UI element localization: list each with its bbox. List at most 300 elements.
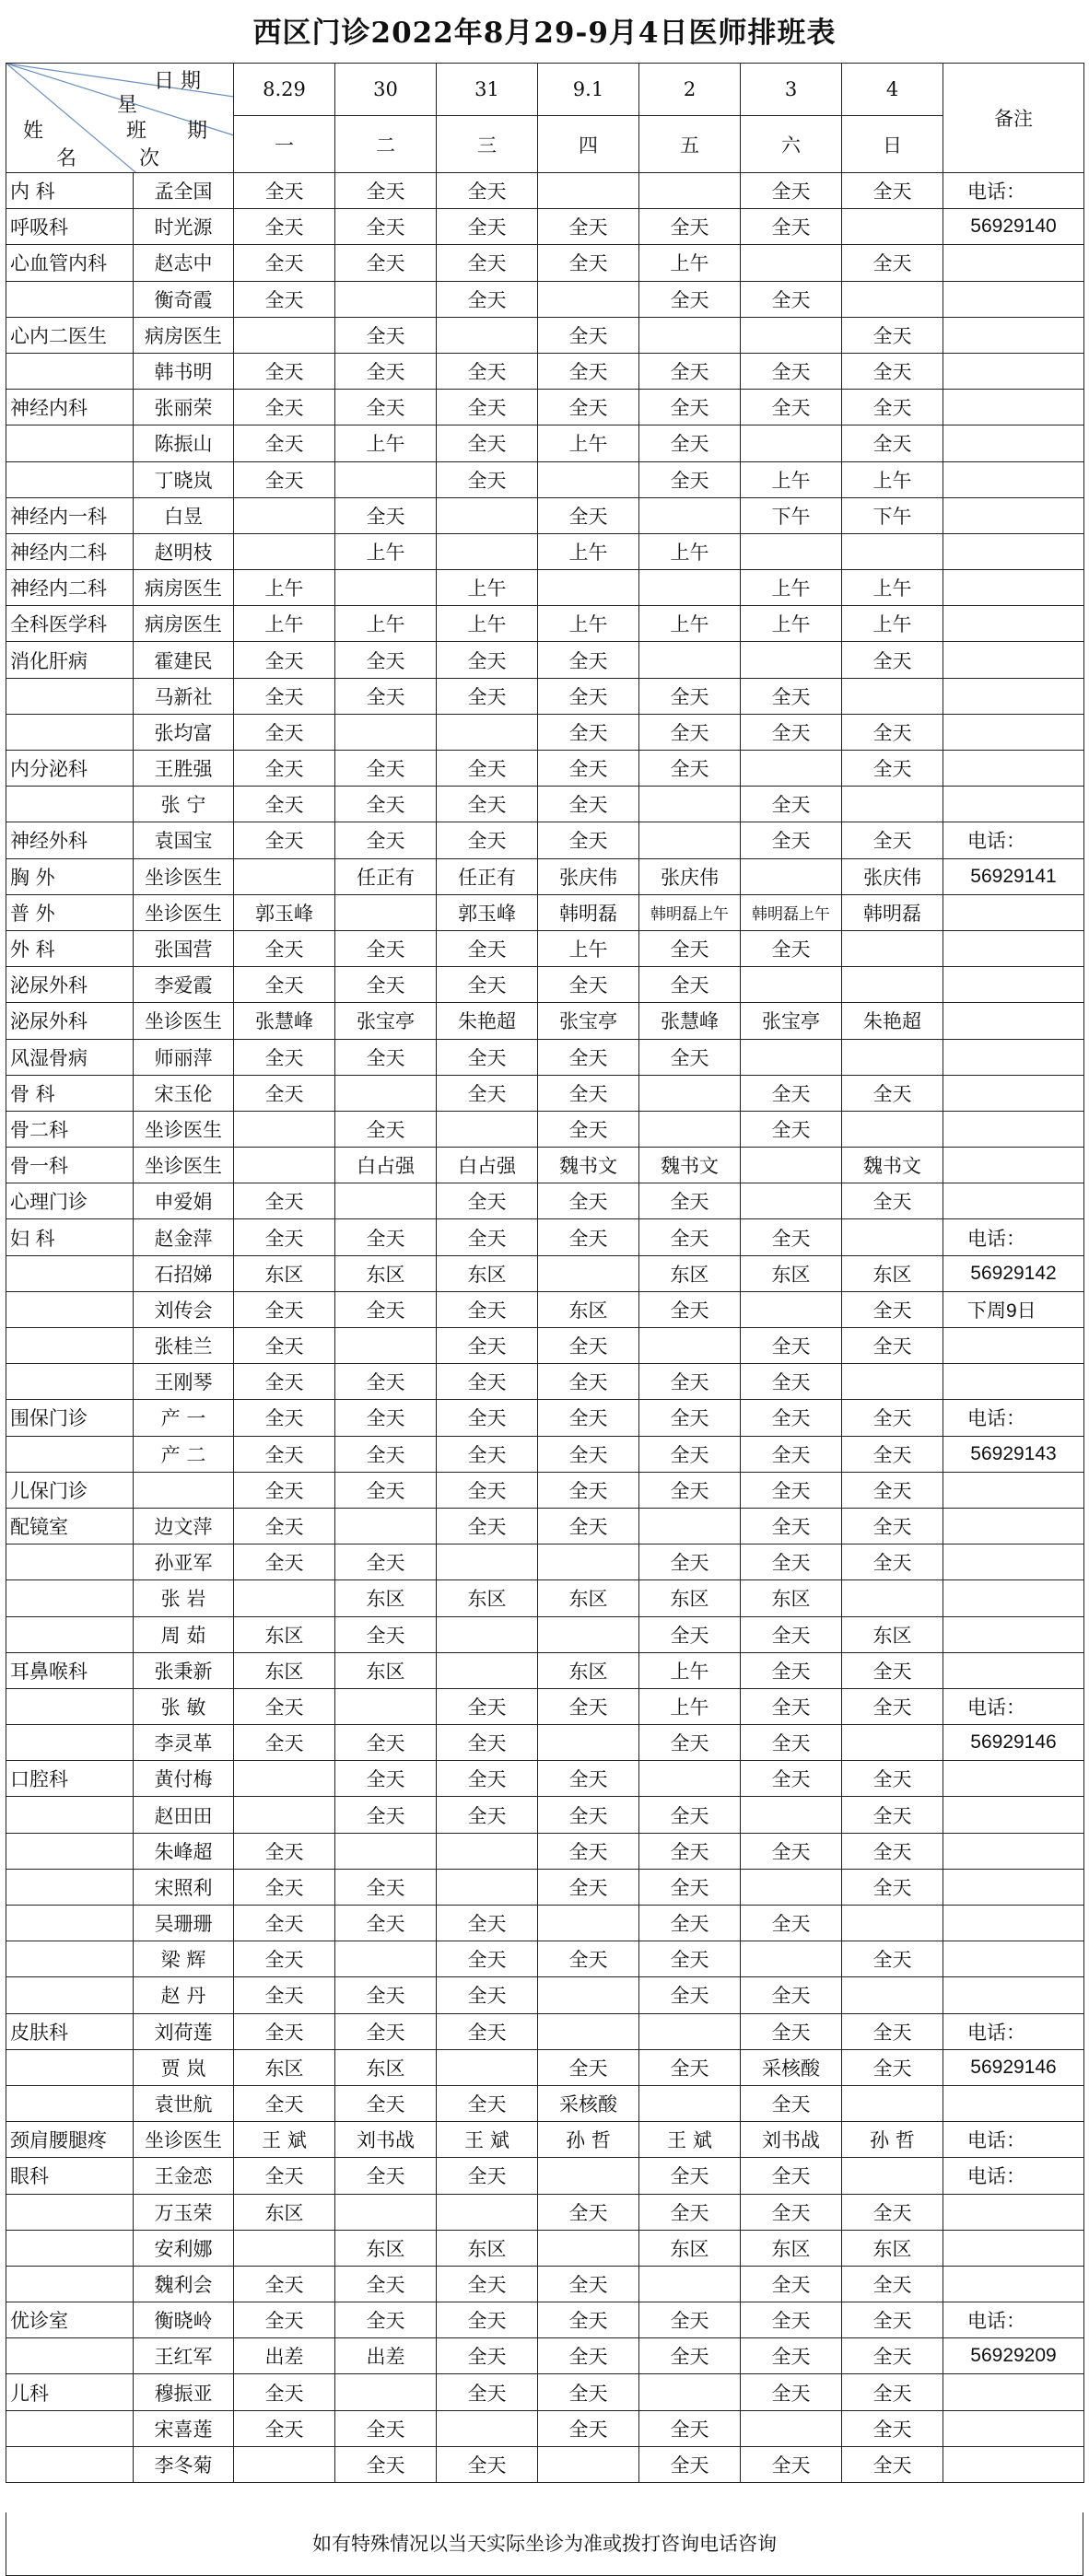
remark-cell: 电话： [943, 173, 1084, 209]
schedule-row [6, 245, 1084, 281]
shift-cell: 全天 [538, 390, 639, 425]
doctor-name-cell: 穆振亚 [134, 2374, 234, 2410]
remark-cell [943, 1328, 1084, 1364]
shift-cell: 全天 [335, 930, 437, 966]
department-cell [6, 1436, 134, 1472]
shift-cell [335, 2194, 437, 2230]
shift-cell [234, 317, 335, 353]
schedule-row [6, 497, 1084, 533]
shift-cell: 上午 [335, 606, 437, 642]
doctor-name-cell: 衡奇霞 [134, 281, 234, 317]
shift-cell [741, 967, 842, 1003]
shift-cell: 全天 [234, 461, 335, 497]
department-cell [6, 281, 134, 317]
shift-cell: 上午 [842, 606, 943, 642]
doctor-name-cell: 李冬菊 [134, 2446, 234, 2482]
department-cell [6, 1977, 134, 2013]
schedule-row [6, 1761, 1084, 1797]
schedule-row [6, 2085, 1084, 2121]
department-cell [6, 2049, 134, 2085]
doctor-name-cell: 张国营 [134, 930, 234, 966]
doctor-name-cell: 病房医生 [134, 317, 234, 353]
schedule-row [6, 606, 1084, 642]
department-cell [6, 787, 134, 822]
shift-cell: 全天 [538, 1688, 639, 1724]
schedule-row [6, 1869, 1084, 1905]
shift-cell: 全天 [842, 390, 943, 425]
schedule-row [6, 1255, 1084, 1291]
shift-cell [639, 2013, 741, 2049]
schedule-row [6, 1977, 1084, 2013]
shift-cell: 全天 [538, 2410, 639, 2446]
shift-cell: 全天 [335, 751, 437, 787]
shift-cell: 全天 [538, 1219, 639, 1255]
shift-cell [842, 787, 943, 822]
shift-cell [741, 2410, 842, 2446]
schedule-row [6, 1400, 1084, 1436]
shift-cell: 全天 [639, 425, 741, 461]
remark-cell [943, 1003, 1084, 1039]
doctor-name-cell: 宋玉伦 [134, 1075, 234, 1111]
shift-cell: 全天 [234, 714, 335, 750]
schedule-row [6, 2194, 1084, 2230]
shift-cell [538, 570, 639, 606]
shift-cell: 全天 [538, 678, 639, 714]
shift-cell: 全天 [842, 1544, 943, 1580]
shift-cell: 全天 [335, 1400, 437, 1436]
shift-cell [741, 1869, 842, 1905]
shift-cell [335, 894, 437, 930]
shift-cell: 全天 [741, 2266, 842, 2302]
shift-cell: 全天 [639, 2338, 741, 2374]
shift-cell: 全天 [639, 1039, 741, 1075]
shift-cell: 全天 [538, 967, 639, 1003]
shift-cell [234, 1761, 335, 1797]
remark-cell: 56929146 [943, 2049, 1084, 2085]
shift-cell: 全天 [234, 1941, 335, 1977]
shift-cell: 全天 [639, 2049, 741, 2085]
shift-cell: 东区 [234, 1255, 335, 1291]
remark-cell [943, 425, 1084, 461]
shift-cell [335, 281, 437, 317]
header-weekday: 日 [842, 116, 943, 173]
schedule-row [6, 533, 1084, 569]
shift-cell: 全天 [538, 1761, 639, 1797]
shift-cell: 全天 [437, 1364, 538, 1400]
shift-cell: 全天 [842, 642, 943, 678]
shift-cell: 魏书文 [842, 1148, 943, 1183]
department-cell: 神经内一科 [6, 497, 134, 533]
shift-cell: 全天 [437, 390, 538, 425]
schedule-row [6, 2158, 1084, 2194]
schedule-row [6, 2338, 1084, 2374]
footer-note: 如有特殊情况以当天实际坐诊为准或拨打咨询电话咨询 [6, 2512, 1083, 2576]
shift-cell: 魏书文 [538, 1148, 639, 1183]
shift-cell: 全天 [538, 209, 639, 245]
shift-cell: 东区 [437, 1255, 538, 1291]
shift-cell [639, 787, 741, 822]
shift-cell: 全天 [741, 678, 842, 714]
department-cell: 口腔科 [6, 1761, 134, 1797]
shift-cell [842, 1219, 943, 1255]
doctor-name-cell: 赵金萍 [134, 1219, 234, 1255]
shift-cell [335, 714, 437, 750]
shift-cell: 韩明磊 [538, 894, 639, 930]
shift-cell: 全天 [538, 1075, 639, 1111]
shift-cell: 全天 [639, 209, 741, 245]
shift-cell: 孙 哲 [538, 2122, 639, 2158]
remark-cell [943, 1833, 1084, 1869]
shift-cell [234, 1797, 335, 1833]
shift-cell: 全天 [437, 2013, 538, 2049]
shift-cell: 全天 [335, 390, 437, 425]
shift-cell: 全天 [741, 787, 842, 822]
schedule-row [6, 1544, 1084, 1580]
shift-cell: 采核酸 [741, 2049, 842, 2085]
doctor-name-cell: 孙亚军 [134, 1544, 234, 1580]
remark-cell [943, 1111, 1084, 1147]
shift-cell: 上午 [335, 533, 437, 569]
remark-cell [943, 1544, 1084, 1580]
header-weekday: 二 [335, 116, 437, 173]
shift-cell: 全天 [741, 1652, 842, 1688]
shift-cell: 全天 [234, 173, 335, 209]
shift-cell: 全天 [335, 353, 437, 389]
corner-label-surname: 姓 [23, 120, 44, 143]
doctor-name-cell: 赵明枝 [134, 533, 234, 569]
shift-cell: 全天 [437, 1688, 538, 1724]
remark-cell [943, 606, 1084, 642]
shift-cell: 全天 [538, 2302, 639, 2338]
shift-cell [639, 570, 741, 606]
schedule-row [6, 1941, 1084, 1977]
shift-cell: 全天 [639, 281, 741, 317]
shift-cell: 全天 [842, 425, 943, 461]
shift-cell [335, 1833, 437, 1869]
shift-cell [741, 1039, 842, 1075]
shift-cell: 全天 [842, 1291, 943, 1327]
department-cell [6, 425, 134, 461]
shift-cell [741, 1183, 842, 1219]
department-cell: 神经内二科 [6, 570, 134, 606]
shift-cell: 全天 [538, 642, 639, 678]
shift-cell: 全天 [639, 1977, 741, 2013]
shift-cell: 全天 [437, 1328, 538, 1364]
remark-cell [943, 714, 1084, 750]
shift-cell: 全天 [335, 2013, 437, 2049]
shift-cell: 东区 [538, 1580, 639, 1616]
shift-cell: 全天 [639, 2158, 741, 2194]
shift-cell: 全天 [437, 245, 538, 281]
shift-cell: 全天 [437, 930, 538, 966]
shift-cell: 全天 [842, 1941, 943, 1977]
shift-cell: 全天 [234, 390, 335, 425]
shift-cell: 全天 [335, 209, 437, 245]
shift-cell: 全天 [639, 390, 741, 425]
shift-cell: 上午 [639, 1652, 741, 1688]
schedule-row [6, 209, 1084, 245]
shift-cell: 全天 [335, 497, 437, 533]
shift-cell: 全天 [538, 1508, 639, 1544]
schedule-row [6, 425, 1084, 461]
shift-cell: 上午 [741, 606, 842, 642]
doctor-name-cell: 朱峰超 [134, 1833, 234, 1869]
shift-cell: 全天 [842, 1652, 943, 1688]
shift-cell: 全天 [437, 461, 538, 497]
shift-cell [639, 2085, 741, 2121]
shift-cell: 全天 [639, 1833, 741, 1869]
shift-cell: 全天 [639, 1869, 741, 1905]
shift-cell: 全天 [538, 2049, 639, 2085]
shift-cell: 全天 [234, 2085, 335, 2121]
shift-cell: 上午 [234, 606, 335, 642]
doctor-name-cell: 张丽荣 [134, 390, 234, 425]
shift-cell [437, 714, 538, 750]
shift-cell: 全天 [335, 2085, 437, 2121]
department-cell [6, 2338, 134, 2374]
corner-cell [6, 64, 233, 172]
doctor-name-cell: 安利娜 [134, 2230, 234, 2266]
shift-cell [842, 2158, 943, 2194]
shift-cell: 全天 [538, 1364, 639, 1400]
shift-cell: 全天 [538, 353, 639, 389]
department-cell [6, 2446, 134, 2482]
shift-cell: 全天 [538, 1400, 639, 1436]
shift-cell: 王 斌 [234, 2122, 335, 2158]
shift-cell: 全天 [741, 1111, 842, 1147]
remark-cell: 电话： [943, 1400, 1084, 1436]
shift-cell: 全天 [639, 2194, 741, 2230]
shift-cell: 全天 [437, 2338, 538, 2374]
shift-cell [437, 1616, 538, 1652]
doctor-name-cell: 魏利会 [134, 2266, 234, 2302]
shift-cell: 全天 [335, 1797, 437, 1833]
header-weekday: 六 [741, 116, 842, 173]
shift-cell: 全天 [437, 1797, 538, 1833]
department-cell: 颈肩腰腿疼 [6, 2122, 134, 2158]
shift-cell: 全天 [741, 353, 842, 389]
shift-cell: 全天 [842, 1508, 943, 1544]
shift-cell: 上午 [741, 461, 842, 497]
doctor-name-cell: 王胜强 [134, 751, 234, 787]
shift-cell: 张宝亭 [741, 1003, 842, 1039]
department-cell [6, 1833, 134, 1869]
schedule-row [6, 894, 1084, 930]
remark-cell [943, 1364, 1084, 1400]
shift-cell: 全天 [842, 1688, 943, 1724]
department-cell [6, 1797, 134, 1833]
shift-cell: 全天 [234, 967, 335, 1003]
department-cell [6, 1941, 134, 1977]
remark-cell: 56929143 [943, 1436, 1084, 1472]
department-cell: 泌尿外科 [6, 1003, 134, 1039]
shift-cell: 全天 [741, 822, 842, 858]
shift-cell: 全天 [335, 967, 437, 1003]
shift-cell: 东区 [842, 1616, 943, 1652]
shift-cell: 全天 [538, 497, 639, 533]
shift-cell: 全天 [538, 2194, 639, 2230]
shift-cell [741, 533, 842, 569]
shift-cell: 东区 [234, 1616, 335, 1652]
doctor-name-cell: 张 岩 [134, 1580, 234, 1616]
shift-cell: 全天 [437, 1219, 538, 1255]
department-cell: 妇 科 [6, 1219, 134, 1255]
shift-cell [639, 2266, 741, 2302]
shift-cell: 全天 [639, 1544, 741, 1580]
shift-cell: 全天 [842, 317, 943, 353]
department-cell [6, 1364, 134, 1400]
shift-cell: 全天 [234, 1508, 335, 1544]
shift-cell: 全天 [538, 1941, 639, 1977]
remark-cell: 电话： [943, 1688, 1084, 1724]
doctor-name-cell: 韩书明 [134, 353, 234, 389]
schedule-row [6, 1797, 1084, 1833]
shift-cell [234, 497, 335, 533]
schedule-row [6, 2374, 1084, 2410]
shift-cell: 上午 [234, 570, 335, 606]
department-cell [6, 2266, 134, 2302]
shift-cell: 全天 [639, 2446, 741, 2482]
shift-cell: 全天 [639, 1291, 741, 1327]
doctor-name-cell: 边文萍 [134, 1508, 234, 1544]
shift-cell: 全天 [437, 2374, 538, 2410]
shift-cell: 全天 [741, 1725, 842, 1761]
shift-cell [538, 2013, 639, 2049]
shift-cell: 全天 [538, 1833, 639, 1869]
shift-cell: 全天 [335, 1472, 437, 1508]
department-cell: 神经内二科 [6, 533, 134, 569]
shift-cell [335, 1183, 437, 1219]
shift-cell: 全天 [741, 1833, 842, 1869]
schedule-row [6, 1111, 1084, 1147]
header-weekday: 三 [437, 116, 538, 173]
shift-cell: 张宝亭 [335, 1003, 437, 1039]
shift-cell: 全天 [842, 2266, 943, 2302]
shift-cell: 韩明磊上午 [639, 894, 741, 930]
shift-cell: 全天 [335, 1869, 437, 1905]
shift-cell: 全天 [741, 1219, 842, 1255]
shift-cell: 全天 [538, 1797, 639, 1833]
shift-cell: 全天 [842, 1761, 943, 1797]
department-cell: 胸 外 [6, 858, 134, 894]
shift-cell [234, 1148, 335, 1183]
schedule-row [6, 2230, 1084, 2266]
department-cell: 骨 科 [6, 1075, 134, 1111]
shift-cell [639, 1075, 741, 1111]
remark-cell: 电话： [943, 1219, 1084, 1255]
department-cell: 围保门诊 [6, 1400, 134, 1436]
shift-cell: 全天 [335, 1544, 437, 1580]
shift-cell: 全天 [741, 1508, 842, 1544]
schedule-row [6, 461, 1084, 497]
shift-cell [842, 2085, 943, 2121]
remark-cell [943, 2446, 1084, 2482]
shift-cell [741, 1148, 842, 1183]
header-date: 2 [639, 64, 741, 116]
shift-cell: 全天 [741, 930, 842, 966]
shift-cell [335, 1075, 437, 1111]
remark-cell [943, 1616, 1084, 1652]
doctor-name-cell: 宋喜莲 [134, 2410, 234, 2446]
shift-cell [639, 173, 741, 209]
schedule-row [6, 1616, 1084, 1652]
shift-cell: 上午 [639, 245, 741, 281]
doctor-name-cell: 坐诊医生 [134, 858, 234, 894]
shift-cell: 全天 [335, 245, 437, 281]
shift-cell: 全天 [741, 1364, 842, 1400]
shift-cell: 全天 [335, 1436, 437, 1472]
shift-cell: 全天 [234, 822, 335, 858]
shift-cell: 全天 [437, 2446, 538, 2482]
shift-cell: 全天 [234, 1688, 335, 1724]
shift-cell [234, 533, 335, 569]
shift-cell: 白占强 [335, 1148, 437, 1183]
shift-cell: 郭玉峰 [437, 894, 538, 930]
shift-cell: 东区 [234, 2194, 335, 2230]
department-cell [6, 2230, 134, 2266]
shift-cell: 全天 [234, 787, 335, 822]
shift-cell: 全天 [335, 1291, 437, 1327]
doctor-name-cell: 赵田田 [134, 1797, 234, 1833]
remark-cell [943, 1508, 1084, 1544]
shift-cell: 全天 [842, 245, 943, 281]
doctor-name-cell: 张均富 [134, 714, 234, 750]
schedule-row [6, 822, 1084, 858]
department-cell [6, 1688, 134, 1724]
corner-label-name: 名 [56, 147, 77, 170]
header-date: 30 [335, 64, 437, 116]
shift-cell: 全天 [538, 1436, 639, 1472]
shift-cell: 全天 [234, 1977, 335, 2013]
schedule-row [6, 1291, 1084, 1327]
shift-cell [639, 642, 741, 678]
shift-cell: 东区 [335, 1652, 437, 1688]
remark-cell [943, 1977, 1084, 2013]
shift-cell: 全天 [335, 1364, 437, 1400]
shift-cell: 东区 [538, 1291, 639, 1327]
remark-cell [943, 1941, 1084, 1977]
doctor-name-cell: 病房医生 [134, 570, 234, 606]
department-cell: 泌尿外科 [6, 967, 134, 1003]
shift-cell [741, 642, 842, 678]
department-cell: 普 外 [6, 894, 134, 930]
shift-cell: 全天 [538, 1869, 639, 1905]
shift-cell: 全天 [741, 2338, 842, 2374]
doctor-name-cell: 白昱 [134, 497, 234, 533]
doctor-name-cell: 坐诊医生 [134, 1111, 234, 1147]
shift-cell [335, 570, 437, 606]
remark-cell [943, 2374, 1084, 2410]
shift-cell: 全天 [437, 2085, 538, 2121]
shift-cell: 全天 [842, 2374, 943, 2410]
shift-cell: 全天 [639, 967, 741, 1003]
shift-cell: 东区 [335, 1255, 437, 1291]
shift-cell [639, 1328, 741, 1364]
doctor-name-cell: 王金恋 [134, 2158, 234, 2194]
department-cell [6, 1580, 134, 1616]
shift-cell [335, 1508, 437, 1544]
shift-cell: 全天 [234, 1183, 335, 1219]
shift-cell: 全天 [335, 1725, 437, 1761]
schedule-row [6, 678, 1084, 714]
schedule-row [6, 1039, 1084, 1075]
shift-cell: 全天 [335, 2410, 437, 2446]
doctor-name-cell: 张 宁 [134, 787, 234, 822]
doctor-name-cell [134, 1472, 234, 1508]
shift-cell: 全天 [538, 751, 639, 787]
shift-cell: 上午 [842, 461, 943, 497]
doctor-name-cell: 产 二 [134, 1436, 234, 1472]
